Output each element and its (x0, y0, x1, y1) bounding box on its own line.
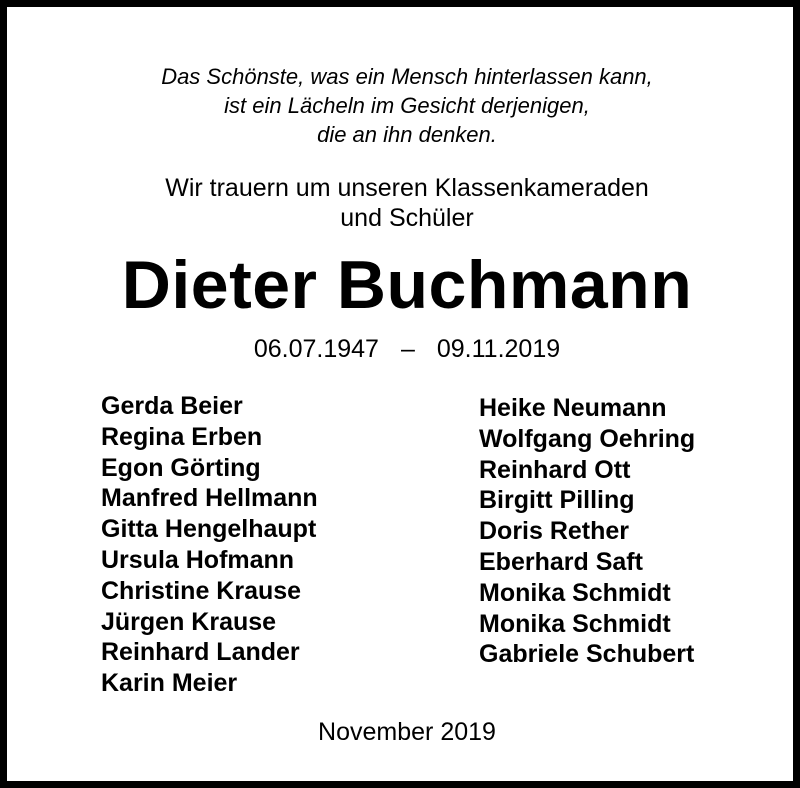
notice-date: November 2019 (318, 718, 496, 746)
birth-date: 06.07.1947 (253, 335, 379, 363)
life-dates (7, 333, 800, 365)
mourner-name: Manfred Hellmann (101, 484, 318, 513)
mourner-name: Egon Görting (101, 453, 261, 482)
mourner-name: Wolfgang Oehring (479, 424, 696, 453)
mourner-name: Karin Meier (101, 669, 238, 698)
mourner-name: Jürgen Krause (101, 607, 277, 636)
mourner-name: Doris Rether (479, 517, 630, 546)
mourner-name: Reinhard Lander (101, 638, 300, 667)
mourner-name: Eberhard Saft (479, 547, 643, 576)
mourner-name: Christine Krause (101, 576, 302, 605)
death-date: 09.11.2019 (436, 335, 561, 363)
date-separator: – (400, 335, 415, 363)
mourner-name: Gabriele Schubert (479, 640, 695, 669)
mourner-name: Gerda Beier (101, 392, 243, 420)
mourning-intro (7, 173, 800, 233)
intro-line: Wir trauern um unseren Klassenkameraden (165, 174, 649, 202)
quote-line: Das Schönste, was ein Mensch hinterlassen kann, (161, 64, 653, 89)
mourners-left-column (101, 391, 318, 699)
intro-line: und Schüler (340, 204, 474, 232)
mourner-name: Monika Schmidt (479, 609, 671, 638)
deceased-name: Dieter Buchmann (121, 247, 693, 323)
mourners-right-column (479, 393, 695, 670)
quote-line: ist ein Lächeln im Gesicht derjenigen, (224, 93, 590, 118)
mourner-name: Reinhard Ott (479, 455, 631, 484)
mourner-name: Birgitt Pilling (479, 486, 635, 515)
memorial-quote (7, 62, 800, 149)
mourner-name: Ursula Hofmann (101, 545, 295, 574)
quote-line: die an ihn denken. (317, 122, 497, 147)
mourner-name: Gitta Hengelhaupt (101, 515, 317, 544)
mourner-name: Regina Erben (101, 422, 263, 451)
mourner-name: Monika Schmidt (479, 578, 671, 607)
mourner-name: Heike Neumann (479, 394, 667, 422)
